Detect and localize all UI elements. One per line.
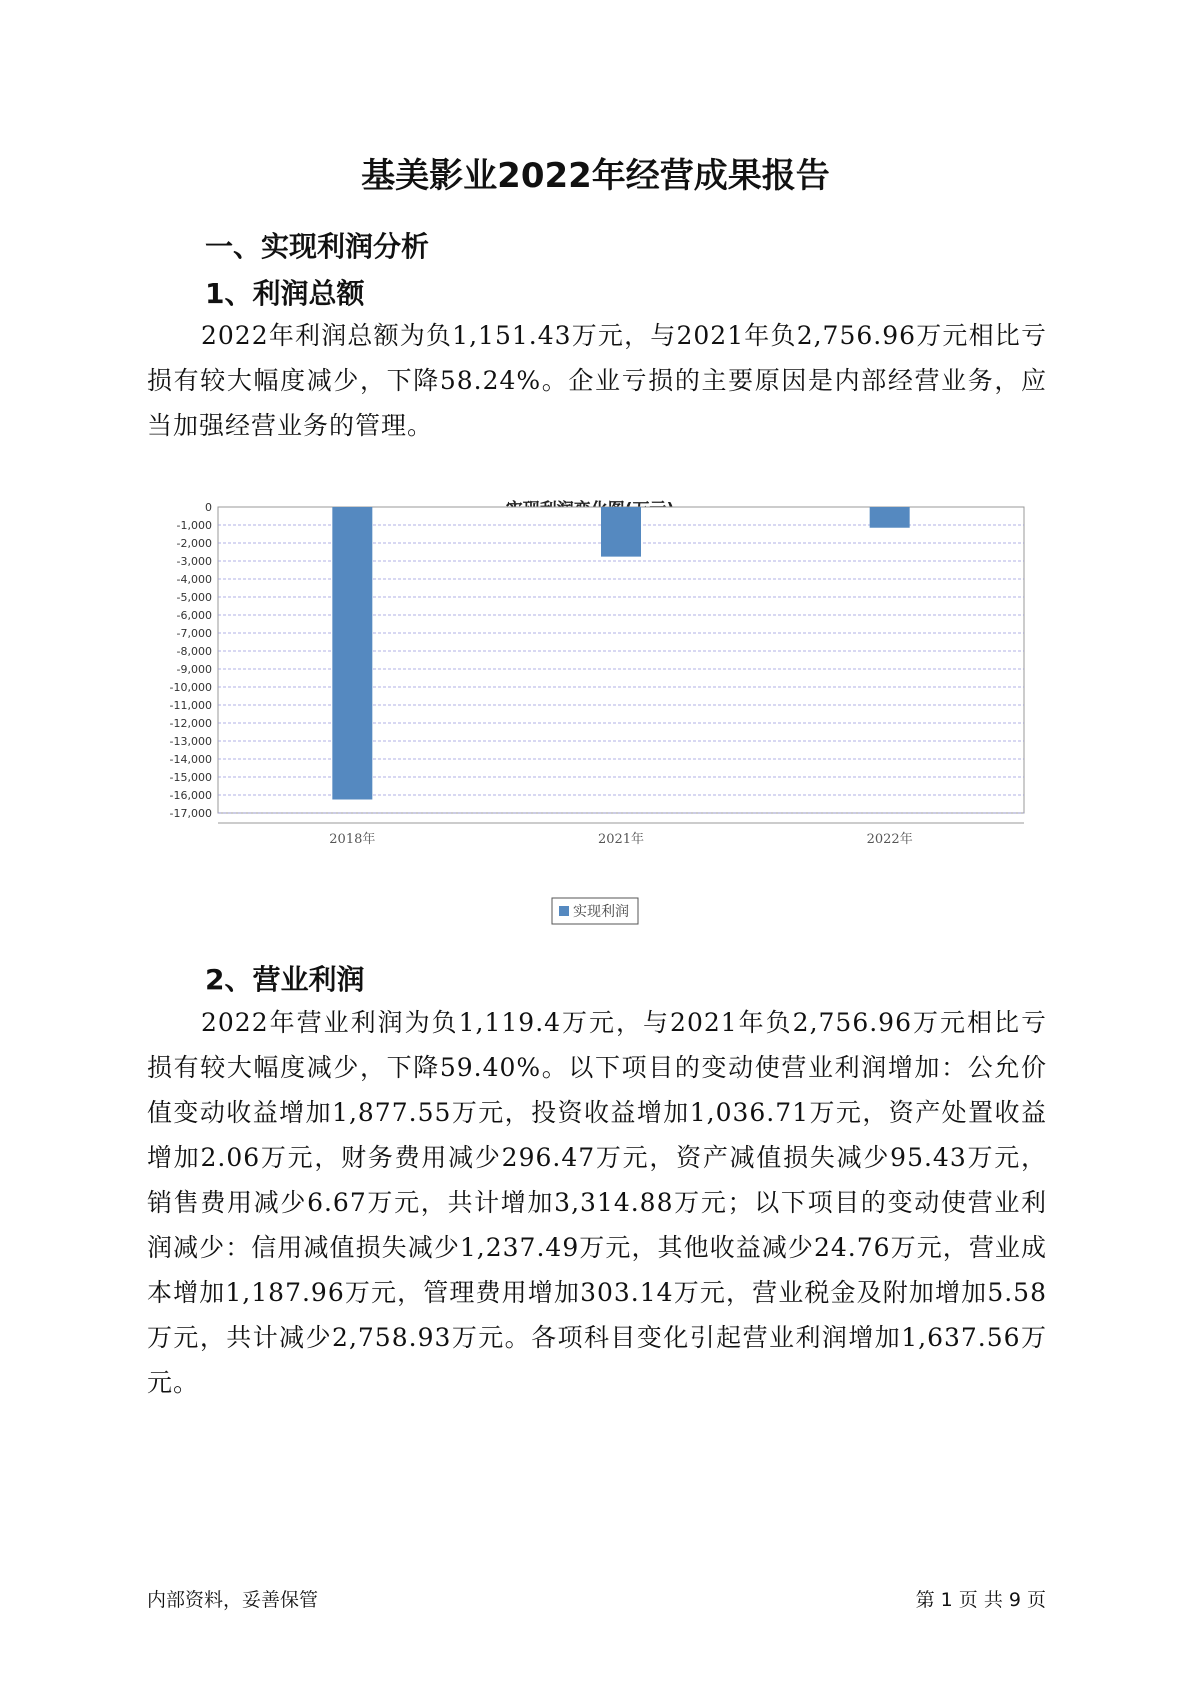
x-tick-label: 2018年 [329,832,376,847]
y-tick-label: -10,000 [169,681,212,694]
y-tick-label: -3,000 [176,555,212,568]
y-tick-label: -2,000 [176,537,212,550]
document-title: 基美影业2022年经营成果报告 [361,156,830,196]
footer-page-number: 第 1 页 共 9 页 [915,1589,1046,1611]
plot-area [170,501,1024,847]
y-tick-label: -6,000 [176,609,212,622]
total-profit-paragraph: 2022年利润总额为负1,151.43万元，与2021年负2,756.96万元相比亏损有较大幅度减少，下降58.24%。企业亏损的主要原因是内部经营业务，应当加强经营业务的管理。 [147,321,1047,440]
x-tick-label: 2022年 [866,832,913,847]
y-tick-label: -5,000 [176,591,212,604]
y-tick-label: -15,000 [169,771,212,784]
y-tick-label: -14,000 [169,753,212,766]
bar [332,507,372,800]
legend-swatch [559,906,569,916]
subsection-heading-total-profit: 1、利润总额 [205,277,365,310]
legend-label-series: 实现利润 [573,904,629,920]
profit-bar-chart [160,495,1030,955]
y-tick-label: -4,000 [176,573,212,586]
subsection-heading-operating-profit: 2、营业利润 [205,963,365,996]
y-tick-label: -1,000 [176,519,212,532]
y-tick-label: -8,000 [176,645,212,658]
chart-legend [552,898,638,924]
section-heading-profit-analysis: 一、实现利润分析 [205,230,430,263]
y-tick-label: -9,000 [176,663,212,676]
operating-profit-paragraph: 2022年营业利润为负1,119.4万元，与2021年负2,756.96万元相比亏损有较大幅度减少，下降59.40%。以下项目的变动使营业利润增加：公允价值变动收益增加1,877.55万元，投资收益增加1,036.71万元，资产处置收益增加2.06万元，财务费用减少296.47万元，资产减值损失减少95.43万元，销售费用减少6.67万元，共计增加3,314.88万元；以下项目的变动使营业利润减少：信用减值损失减少1,237.49万元，其他收益减少24.76万元，营业成本增加1,187.96万元，管理费用增加303.14万元，营业税金及附加增加5.58万元，共计减少2,758.93万元。各项科目变化引起营业利润增加1,637.56万元。 [147,1008,1047,1397]
y-tick-label: -17,000 [169,807,212,820]
y-tick-label: -12,000 [169,717,212,730]
footer-confidential-note: 内部资料，妥善保管 [147,1589,319,1611]
bar [870,507,910,528]
y-tick-label: -16,000 [169,789,212,802]
y-tick-label: -13,000 [169,735,212,748]
y-tick-label: -11,000 [169,699,212,712]
x-tick-label: 2021年 [597,832,645,847]
y-tick-label: 0 [205,501,212,514]
y-tick-label: -7,000 [176,627,212,640]
bar [601,507,641,557]
